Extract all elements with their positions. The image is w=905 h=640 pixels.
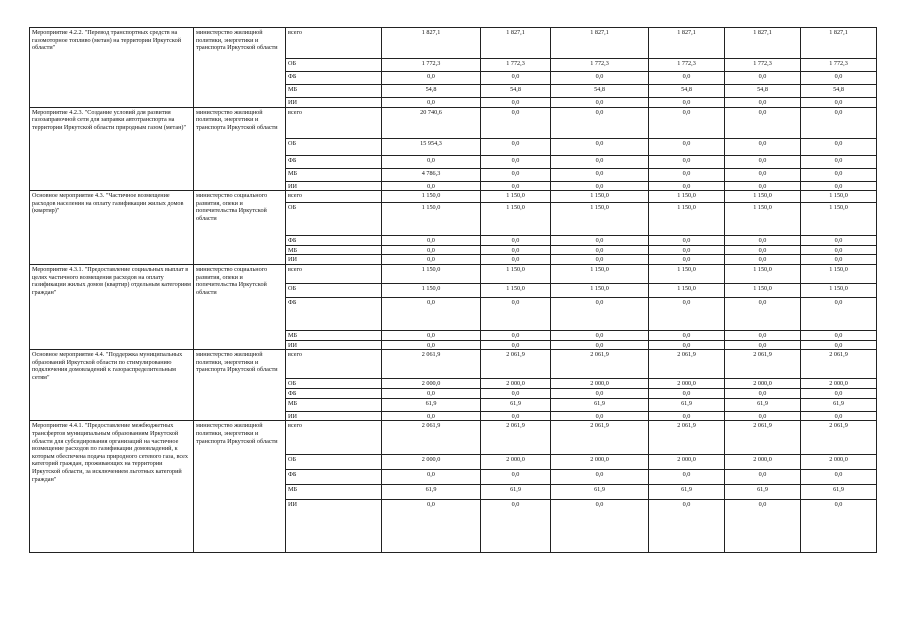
amount-cell: 54,8 (725, 85, 801, 98)
amount-cell: 0,0 (382, 155, 481, 168)
amount-cell: 1 150,0 (382, 283, 481, 297)
amount-cell: 0,0 (551, 98, 649, 108)
funding-source-cell: ОБ (286, 379, 382, 389)
responsible-executor-cell: министерство социального развития, опеки и попечительства Иркутской области (194, 191, 286, 265)
amount-cell: 2 000,0 (382, 455, 481, 470)
amount-cell: 1 150,0 (649, 203, 725, 236)
amount-cell: 4 786,3 (382, 168, 481, 181)
amount-cell: 0,0 (382, 340, 481, 350)
amount-cell: 0,0 (551, 155, 649, 168)
amount-cell: 0,0 (551, 340, 649, 350)
amount-cell: 61,9 (551, 485, 649, 500)
amount-cell: 2 000,0 (725, 379, 801, 389)
amount-cell: 0,0 (551, 245, 649, 255)
funding-source-cell: ИИ (286, 411, 382, 421)
amount-cell: 1 150,0 (551, 203, 649, 236)
amount-cell: 61,9 (649, 398, 725, 411)
amount-cell: 0,0 (551, 236, 649, 246)
amount-cell: 2 061,9 (551, 421, 649, 455)
funding-source-cell: ИИ (286, 500, 382, 553)
funding-source-cell: ОБ (286, 138, 382, 155)
activity-name-cell: Основное мероприятие 4.4. "Поддержка муниципальных образований Иркутской области по стимулированию подключения домовладений к газораспределительным сетям" (30, 350, 194, 421)
amount-cell: 0,0 (801, 340, 877, 350)
funding-source-cell: ФБ (286, 389, 382, 399)
amount-cell: 1 827,1 (649, 28, 725, 59)
amount-cell: 1 772,3 (725, 59, 801, 72)
table-row (30, 264, 877, 283)
amount-cell: 61,9 (382, 398, 481, 411)
amount-cell: 1 827,1 (801, 28, 877, 59)
amount-cell: 0,0 (382, 245, 481, 255)
amount-cell: 0,0 (382, 236, 481, 246)
activity-name-cell: Мероприятие 4.3.1. "Предоставление социальных выплат в целях частичного возмещения расходов на оплату газификации жилых домов (квартир) отдельным категориям граждан" (30, 264, 194, 349)
amount-cell: 0,0 (725, 138, 801, 155)
responsible-executor-cell: министерство жилищной политики, энергетики и транспорта Иркутской области (194, 421, 286, 553)
amount-cell: 0,0 (382, 470, 481, 485)
amount-cell: 0,0 (725, 245, 801, 255)
amount-cell: 0,0 (801, 245, 877, 255)
amount-cell: 61,9 (551, 398, 649, 411)
amount-cell: 2 000,0 (801, 455, 877, 470)
table-row (30, 191, 877, 203)
amount-cell: 2 000,0 (481, 379, 551, 389)
amount-cell: 0,0 (481, 72, 551, 85)
funding-source-cell: всего (286, 350, 382, 379)
amount-cell: 61,9 (382, 485, 481, 500)
funding-source-cell: МБ (286, 245, 382, 255)
amount-cell: 0,0 (801, 138, 877, 155)
amount-cell: 1 150,0 (481, 191, 551, 203)
amount-cell: 0,0 (801, 500, 877, 553)
table-row (30, 350, 877, 379)
amount-cell: 0,0 (382, 181, 481, 191)
amount-cell: 0,0 (481, 500, 551, 553)
amount-cell: 0,0 (481, 138, 551, 155)
amount-cell: 2 000,0 (382, 379, 481, 389)
amount-cell: 20 740,6 (382, 107, 481, 138)
amount-cell: 1 772,3 (481, 59, 551, 72)
amount-cell: 1 150,0 (481, 203, 551, 236)
amount-cell: 0,0 (801, 255, 877, 265)
amount-cell: 2 000,0 (649, 379, 725, 389)
amount-cell: 0,0 (725, 168, 801, 181)
amount-cell: 0,0 (725, 72, 801, 85)
amount-cell: 61,9 (801, 485, 877, 500)
table-row (30, 28, 877, 59)
amount-cell: 0,0 (801, 411, 877, 421)
amount-cell: 0,0 (725, 107, 801, 138)
funding-source-cell: всего (286, 107, 382, 138)
amount-cell: 0,0 (649, 245, 725, 255)
amount-cell: 0,0 (801, 330, 877, 340)
amount-cell: 2 061,9 (725, 421, 801, 455)
amount-cell: 0,0 (801, 389, 877, 399)
amount-cell: 0,0 (725, 500, 801, 553)
amount-cell: 0,0 (725, 155, 801, 168)
amount-cell: 1 150,0 (801, 191, 877, 203)
amount-cell: 1 772,3 (551, 59, 649, 72)
funding-source-cell: ФБ (286, 155, 382, 168)
amount-cell: 0,0 (801, 72, 877, 85)
responsible-executor-cell: министерство социального развития, опеки и попечительства Иркутской области (194, 264, 286, 349)
funding-source-cell: всего (286, 421, 382, 455)
amount-cell: 1 772,3 (801, 59, 877, 72)
amount-cell: 0,0 (801, 98, 877, 108)
funding-source-cell: ОБ (286, 203, 382, 236)
funding-source-cell: МБ (286, 85, 382, 98)
amount-cell: 0,0 (649, 181, 725, 191)
amount-cell: 1 150,0 (801, 283, 877, 297)
amount-cell: 1 827,1 (481, 28, 551, 59)
responsible-executor-cell: министерство жилищной политики, энергетики и транспорта Иркутской области (194, 28, 286, 108)
amount-cell: 0,0 (481, 330, 551, 340)
amount-cell: 0,0 (382, 98, 481, 108)
amount-cell: 0,0 (649, 72, 725, 85)
amount-cell: 0,0 (649, 330, 725, 340)
amount-cell: 0,0 (649, 168, 725, 181)
amount-cell: 0,0 (725, 181, 801, 191)
funding-source-cell: ФБ (286, 470, 382, 485)
amount-cell: 0,0 (551, 255, 649, 265)
amount-cell: 0,0 (551, 181, 649, 191)
amount-cell: 0,0 (649, 500, 725, 553)
funding-source-cell: ОБ (286, 59, 382, 72)
amount-cell: 1 150,0 (649, 264, 725, 283)
amount-cell: 0,0 (649, 411, 725, 421)
amount-cell: 1 150,0 (801, 264, 877, 283)
amount-cell: 1 827,1 (382, 28, 481, 59)
amount-cell: 2 000,0 (481, 455, 551, 470)
funding-source-cell: всего (286, 191, 382, 203)
funding-source-cell: ОБ (286, 455, 382, 470)
amount-cell: 0,0 (725, 389, 801, 399)
amount-cell: 61,9 (725, 485, 801, 500)
funding-source-cell: МБ (286, 398, 382, 411)
amount-cell: 1 827,1 (551, 28, 649, 59)
amount-cell: 2 061,9 (481, 350, 551, 379)
amount-cell: 2 061,9 (801, 350, 877, 379)
amount-cell: 0,0 (481, 245, 551, 255)
amount-cell: 0,0 (382, 500, 481, 553)
amount-cell: 1 150,0 (725, 191, 801, 203)
amount-cell: 61,9 (649, 485, 725, 500)
amount-cell: 0,0 (481, 168, 551, 181)
amount-cell: 2 061,9 (649, 350, 725, 379)
amount-cell: 0,0 (725, 470, 801, 485)
amount-cell: 1 150,0 (725, 264, 801, 283)
funding-source-cell: всего (286, 28, 382, 59)
amount-cell: 54,8 (481, 85, 551, 98)
amount-cell: 0,0 (725, 411, 801, 421)
amount-cell: 2 061,9 (649, 421, 725, 455)
amount-cell: 0,0 (382, 297, 481, 330)
amount-cell: 2 000,0 (649, 455, 725, 470)
amount-cell: 0,0 (801, 297, 877, 330)
amount-cell: 54,8 (551, 85, 649, 98)
table-row (30, 421, 877, 455)
activity-name-cell: Мероприятие 4.2.2. "Перевод транспортных средств на газомоторное топливо (метан) на территории Иркутской области" (30, 28, 194, 108)
amount-cell: 2 061,9 (725, 350, 801, 379)
amount-cell: 0,0 (481, 297, 551, 330)
amount-cell: 1 150,0 (725, 283, 801, 297)
amount-cell: 1 150,0 (481, 264, 551, 283)
budget-table (29, 27, 877, 553)
funding-source-cell: МБ (286, 485, 382, 500)
amount-cell: 0,0 (481, 470, 551, 485)
amount-cell: 0,0 (725, 297, 801, 330)
amount-cell: 0,0 (725, 330, 801, 340)
amount-cell: 61,9 (481, 398, 551, 411)
amount-cell: 0,0 (649, 138, 725, 155)
funding-source-cell: ФБ (286, 297, 382, 330)
amount-cell: 0,0 (649, 98, 725, 108)
amount-cell: 0,0 (725, 255, 801, 265)
amount-cell: 0,0 (481, 236, 551, 246)
amount-cell: 0,0 (801, 168, 877, 181)
amount-cell: 2 061,9 (481, 421, 551, 455)
amount-cell: 0,0 (551, 389, 649, 399)
amount-cell: 1 150,0 (551, 264, 649, 283)
amount-cell: 0,0 (551, 330, 649, 340)
amount-cell: 0,0 (481, 98, 551, 108)
funding-source-cell: всего (286, 264, 382, 283)
amount-cell: 0,0 (551, 297, 649, 330)
funding-source-cell: ИИ (286, 181, 382, 191)
amount-cell: 0,0 (801, 236, 877, 246)
amount-cell: 0,0 (649, 155, 725, 168)
amount-cell: 0,0 (481, 181, 551, 191)
amount-cell: 1 150,0 (551, 191, 649, 203)
amount-cell: 0,0 (481, 255, 551, 265)
table-row (30, 107, 877, 138)
amount-cell: 15 954,3 (382, 138, 481, 155)
activity-name-cell: Мероприятие 4.2.3. "Создание условий для развития газозаправочной сети для заправки автотранспорта на территории Иркутской области природным газом (метан)" (30, 107, 194, 191)
funding-source-cell: МБ (286, 330, 382, 340)
amount-cell: 61,9 (481, 485, 551, 500)
amount-cell: 2 061,9 (551, 350, 649, 379)
amount-cell: 0,0 (382, 389, 481, 399)
amount-cell: 0,0 (649, 389, 725, 399)
amount-cell: 61,9 (725, 398, 801, 411)
table-body (30, 28, 877, 553)
amount-cell: 0,0 (649, 297, 725, 330)
amount-cell: 1 772,3 (382, 59, 481, 72)
activity-name-cell: Мероприятие 4.4.1. "Предоставление межбюджетных трансфертов муниципальным образованиям Иркутской области для субсидирования организаций на частичное возмещение расходов по газификации домовладений, к которым обеспечена подача природного сетевого газа, всех категорий граждан, проживающих на территории Иркутской области, за исключением льготных категорий граждан" (30, 421, 194, 553)
amount-cell: 0,0 (725, 98, 801, 108)
amount-cell: 0,0 (649, 107, 725, 138)
funding-source-cell: ИИ (286, 98, 382, 108)
responsible-executor-cell: министерство жилищной политики, энергетики и транспорта Иркутской области (194, 350, 286, 421)
amount-cell: 1 150,0 (382, 264, 481, 283)
funding-source-cell: ФБ (286, 72, 382, 85)
amount-cell: 1 150,0 (551, 283, 649, 297)
amount-cell: 0,0 (551, 138, 649, 155)
amount-cell: 0,0 (551, 168, 649, 181)
amount-cell: 61,9 (801, 398, 877, 411)
amount-cell: 0,0 (551, 72, 649, 85)
amount-cell: 1 150,0 (801, 203, 877, 236)
amount-cell: 54,8 (649, 85, 725, 98)
amount-cell: 1 150,0 (725, 203, 801, 236)
funding-source-cell: ОБ (286, 283, 382, 297)
amount-cell: 1 150,0 (382, 203, 481, 236)
amount-cell: 0,0 (551, 107, 649, 138)
amount-cell: 2 061,9 (801, 421, 877, 455)
amount-cell: 0,0 (801, 155, 877, 168)
amount-cell: 0,0 (801, 181, 877, 191)
amount-cell: 1 827,1 (725, 28, 801, 59)
amount-cell: 0,0 (649, 255, 725, 265)
funding-source-cell: ИИ (286, 255, 382, 265)
funding-source-cell: ФБ (286, 236, 382, 246)
amount-cell: 2 000,0 (801, 379, 877, 389)
amount-cell: 0,0 (725, 340, 801, 350)
amount-cell: 2 000,0 (551, 379, 649, 389)
amount-cell: 0,0 (382, 411, 481, 421)
amount-cell: 0,0 (801, 470, 877, 485)
amount-cell: 1 772,3 (649, 59, 725, 72)
funding-source-cell: МБ (286, 168, 382, 181)
amount-cell: 0,0 (481, 411, 551, 421)
amount-cell: 0,0 (551, 500, 649, 553)
amount-cell: 2 061,9 (382, 421, 481, 455)
amount-cell: 1 150,0 (382, 191, 481, 203)
amount-cell: 0,0 (801, 107, 877, 138)
amount-cell: 2 000,0 (725, 455, 801, 470)
amount-cell: 0,0 (382, 330, 481, 340)
amount-cell: 1 150,0 (649, 283, 725, 297)
amount-cell: 1 150,0 (649, 191, 725, 203)
amount-cell: 0,0 (551, 411, 649, 421)
amount-cell: 0,0 (481, 340, 551, 350)
amount-cell: 2 061,9 (382, 350, 481, 379)
amount-cell: 0,0 (382, 72, 481, 85)
amount-cell: 2 000,0 (551, 455, 649, 470)
amount-cell: 0,0 (725, 236, 801, 246)
responsible-executor-cell: министерство жилищной политики, энергетики и транспорта Иркутской области (194, 107, 286, 191)
amount-cell: 0,0 (382, 255, 481, 265)
activity-name-cell: Основное мероприятие 4.3. "Частичное возмещение расходов населения на оплату газификации жилых домов (квартир)" (30, 191, 194, 265)
amount-cell: 0,0 (481, 155, 551, 168)
amount-cell: 0,0 (481, 107, 551, 138)
amount-cell: 0,0 (649, 470, 725, 485)
amount-cell: 0,0 (649, 236, 725, 246)
amount-cell: 54,8 (801, 85, 877, 98)
amount-cell: 1 150,0 (481, 283, 551, 297)
amount-cell: 54,8 (382, 85, 481, 98)
amount-cell: 0,0 (649, 340, 725, 350)
amount-cell: 0,0 (481, 389, 551, 399)
amount-cell: 0,0 (551, 470, 649, 485)
funding-source-cell: ИИ (286, 340, 382, 350)
